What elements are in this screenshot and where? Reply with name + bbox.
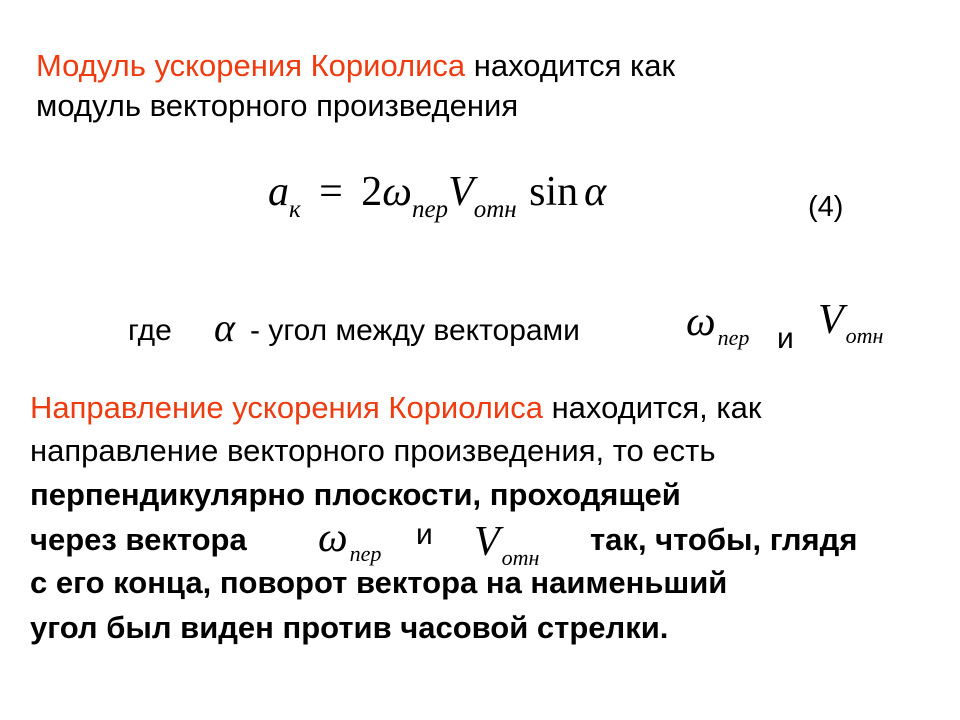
omega-subscript: пер bbox=[717, 325, 750, 350]
omega-letter: ω bbox=[686, 299, 716, 345]
formula-a: a bbox=[268, 169, 289, 215]
omega-symbol bbox=[686, 298, 750, 350]
omega-symbol-2 bbox=[318, 514, 382, 566]
velocity-symbol bbox=[818, 296, 884, 348]
alpha-symbol: α bbox=[214, 305, 235, 350]
formula-v-sub: отн bbox=[473, 196, 517, 223]
where-word: где bbox=[128, 314, 172, 347]
formula-v: V bbox=[448, 169, 474, 215]
direction-line-5: с его конца, поворот вектора на наименьший bbox=[30, 565, 728, 600]
and-word: и bbox=[777, 322, 794, 355]
direction-line-1-rest: находится, как bbox=[542, 390, 762, 425]
formula-alpha: α bbox=[584, 169, 607, 215]
direction-line-3: перпендикулярно плоскости, проходящей bbox=[30, 477, 681, 512]
v-letter: V bbox=[818, 297, 844, 343]
heading-rest: находится как bbox=[465, 48, 676, 83]
and-word-2: и bbox=[416, 518, 433, 551]
direction-highlight: Направление ускорения Кориолиса bbox=[30, 390, 543, 425]
formula-omega-sub: пер bbox=[411, 196, 449, 223]
v-letter-2: V bbox=[474, 519, 500, 565]
direction-line-2: направление векторного произведения, то есть bbox=[30, 433, 716, 468]
omega-subscript-2: пер bbox=[349, 541, 382, 566]
direction-line-4-end: так, чтобы, глядя bbox=[590, 522, 858, 557]
direction-line-1 bbox=[30, 390, 761, 426]
formula-equals: = bbox=[319, 169, 343, 215]
equation-number: (4) bbox=[808, 191, 844, 223]
v-subscript-2: отн bbox=[501, 545, 540, 570]
heading-line-1 bbox=[36, 46, 675, 86]
omega-letter-2: ω bbox=[318, 515, 348, 561]
angle-description: - угол между векторами bbox=[250, 314, 580, 347]
v-subscript: отн bbox=[845, 323, 884, 348]
slide-heading bbox=[36, 46, 675, 126]
heading-highlight: Модуль ускорения Кориолиса bbox=[36, 48, 466, 83]
direction-line-4-start: через вектора bbox=[30, 522, 247, 557]
formula-a-sub: к bbox=[289, 196, 301, 223]
formula-omega: ω bbox=[382, 169, 412, 215]
formula-two: 2 bbox=[361, 169, 383, 215]
heading-line-2: модуль векторного произведения bbox=[36, 88, 519, 123]
coriolis-formula bbox=[268, 168, 606, 238]
direction-line-6: угол был виден против часовой стрелки. bbox=[30, 610, 669, 645]
formula-sin: sin bbox=[529, 169, 579, 215]
velocity-symbol-2 bbox=[474, 518, 540, 570]
